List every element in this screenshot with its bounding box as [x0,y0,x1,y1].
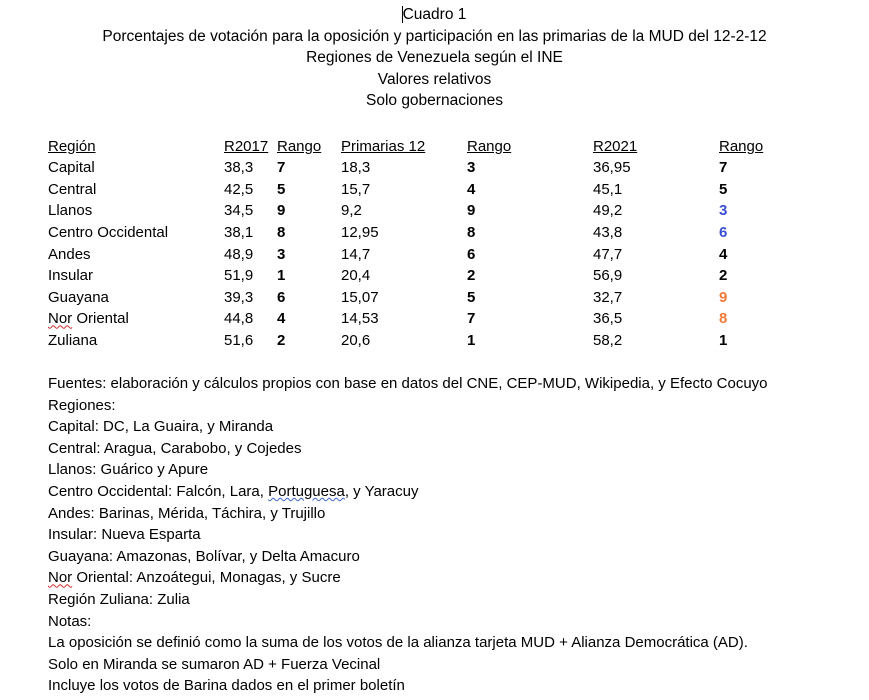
cell-rango-2021: 4 [719,245,728,263]
cell-rango-2021: 3 [719,202,728,220]
cell-rango-2017: 4 [277,310,286,328]
cell-r2021: 43,8 [593,224,623,242]
cell-rango-2021: 7 [719,159,728,177]
regions-label: Regiones: [48,396,116,414]
cell-rango-2021: 6 [719,224,728,242]
cell-region: Capital [48,159,95,177]
table-title: Cuadro 1 [402,6,467,23]
cell-region: Llanos [48,202,93,220]
cell-r2021: 49,2 [593,202,623,220]
header-r2017: R2017 [224,137,269,155]
note-barinas: Incluye los votos de Barina dados en el primer boletín [48,677,405,695]
cell-rango-2017: 1 [277,267,286,285]
cell-r2021: 32,7 [593,288,623,306]
cell-rango-primarias: 1 [467,332,476,350]
cell-rango-2021: 8 [719,310,728,328]
cell-primarias: 20,6 [341,332,371,350]
cell-rango-2021: 1 [719,332,728,350]
cell-rango-2017: 8 [277,224,286,242]
cell-rango-2017: 5 [277,180,286,198]
cell-region: Central [48,180,97,198]
cell-rango-2021: 5 [719,180,728,198]
note-miranda: Solo en Miranda se sumaron AD + Fuerza Vecinal [48,655,381,673]
cell-r2017: 51,9 [224,267,254,285]
cell-r2017: 48,9 [224,245,254,263]
note-opposition-definition: La oposición se definió como la suma de los votos de la alianza tarjeta MUD + Alianza Democrática (AD). [48,634,748,652]
notes-label: Notas: [48,612,92,630]
table-row [48,157,779,179]
cell-r2017: 38,3 [224,159,254,177]
cell-rango-2017: 6 [277,288,286,306]
spellcheck-word-nor: Nor [48,310,73,328]
results-table [48,135,779,351]
cell-r2017: 42,5 [224,180,254,198]
region-def-central: Central: Aragua, Carabobo, y Cojedes [48,439,302,457]
region-def-llanos: Llanos: Guárico y Apure [48,461,209,479]
cell-r2021: 36,5 [593,310,623,328]
cell-r2017: 44,8 [224,310,254,328]
cell-rango-primarias: 3 [467,159,476,177]
table-subtitle-regions: Regiones de Venezuela según el INE [306,49,563,66]
cell-rango-2017: 2 [277,332,286,350]
cell-r2017: 38,1 [224,224,254,242]
cell-region: Insular [48,267,94,285]
cell-primarias: 12,95 [341,224,379,242]
cell-rango-2021: 9 [719,288,728,306]
table-row [48,243,779,265]
cell-r2021: 36,95 [593,159,631,177]
cell-primarias: 14,53 [341,310,379,328]
table-subtitle-scope: Solo gobernaciones [365,92,504,109]
notes-section [48,373,858,697]
cell-region: Nor Oriental [48,310,129,328]
header-region: Región [48,137,96,155]
cell-rango-2017: 3 [277,245,286,263]
cell-r2017: 34,5 [224,202,254,220]
document-header [0,4,869,112]
cell-region: Guayana [48,288,109,306]
cell-r2021: 58,2 [593,332,623,350]
region-def-nor-oriental: Nor Oriental: Anzoátegui, Monagas, y Sucre [48,569,341,587]
cell-r2017: 39,3 [224,288,254,306]
table-row [48,222,779,244]
header-rango-2017: Rango [277,137,322,155]
header-primarias: Primarias 12 [341,137,426,155]
header-rango-primarias: Rango [467,137,512,155]
table-subtitle-values: Valores relativos [377,70,492,88]
cell-r2021: 56,9 [593,267,623,285]
cell-rango-primarias: 5 [467,288,476,306]
table-row [48,200,779,222]
cell-region: Centro Occidental [48,224,169,242]
cell-primarias: 15,7 [341,180,371,198]
cell-rango-primarias: 7 [467,310,476,328]
cell-primarias: 18,3 [341,159,371,177]
table-subtitle: Porcentajes de votación para la oposición y participación en las primarias de la MUD del 12-2-12 [102,27,767,45]
cell-rango-primarias: 9 [467,202,476,220]
table-header-row [48,135,779,157]
region-def-capital: Capital: DC, La Guaira, y Miranda [48,418,274,436]
cell-primarias: 20,4 [341,267,371,285]
cell-rango-primarias: 4 [467,180,476,198]
cell-r2021: 47,7 [593,245,623,263]
table-row [48,330,779,352]
cell-rango-2021: 2 [719,267,728,285]
table-row [48,179,779,201]
cell-primarias: 9,2 [341,202,362,220]
cell-region: Zuliana [48,332,98,350]
spellcheck-word-nor: Nor [48,569,73,587]
cell-r2021: 45,1 [593,180,623,198]
cell-rango-2017: 9 [277,202,286,220]
spellcheck-word-portuguesa: Portuguesa [268,482,345,500]
cell-rango-2017: 7 [277,159,286,177]
table-row [48,308,779,330]
region-def-insular: Insular: Nueva Esparta [48,526,201,544]
cell-rango-primarias: 2 [467,267,476,285]
table-row [48,287,779,309]
cell-primarias: 14,7 [341,245,371,263]
region-def-andes: Andes: Barinas, Mérida, Táchira, y Trujillo [48,504,326,522]
region-def-centro-occidental: Centro Occidental: Falcón, Lara, Portuguesa, y Yaracuy [48,482,419,500]
region-def-guayana: Guayana: Amazonas, Bolívar, y Delta Amacuro [48,547,360,565]
cell-r2017: 51,6 [224,332,254,350]
region-def-zuliana: Región Zuliana: Zulia [48,590,190,608]
cell-rango-primarias: 8 [467,224,476,242]
header-rango-2021: Rango [719,137,764,155]
cell-region: Andes [48,245,91,263]
table-body [48,157,779,351]
header-r2021: R2021 [593,137,638,155]
cell-rango-primarias: 6 [467,245,476,263]
cell-primarias: 15,07 [341,288,379,306]
sources-note: Fuentes: elaboración y cálculos propios con base en datos del CNE, CEP-MUD, Wikipedia, y Efecto Cocuyo [48,375,768,392]
table-row [48,265,779,287]
